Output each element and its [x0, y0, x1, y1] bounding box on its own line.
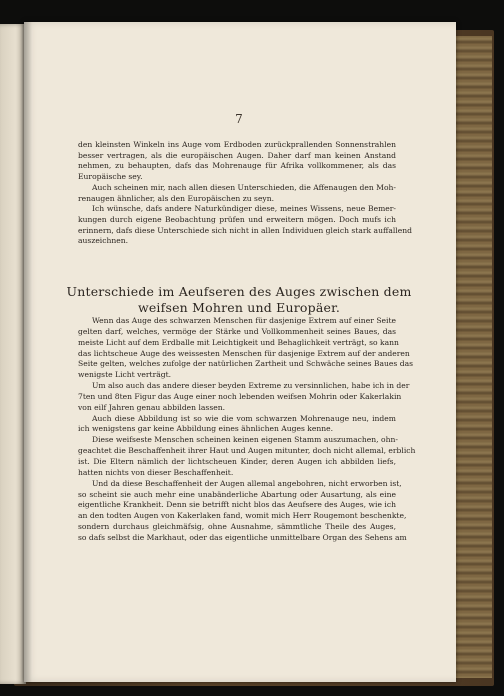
- text-line: ist. Die Eltern nämlich der lichtscheuen Kinder, deren Augen ich abbilden liefs,: [78, 456, 396, 466]
- text-line: gelten darf, welches, vermöge der Stärke und Vollkommenheit seines Baues, das: [78, 326, 396, 336]
- text-line: auszeichnen.: [78, 236, 129, 246]
- section-heading-line-1: Unterschiede im Aeufseren des Auges zwischen dem: [66, 284, 412, 299]
- text-line: hatten nichts von dieser Beschaffenheit.: [78, 467, 234, 477]
- text-line: ich wenigstens gar keine Abbildung eines ähnlichen Auges kenne.: [78, 424, 334, 434]
- paragraph: [78, 316, 414, 381]
- text-line: Auch diese Abbildung ist so wie die vom schwarzen Mohrenauge neu, indem: [92, 413, 396, 423]
- text-line: an den todten Augen von Kakerlaken fand, womit mich Herr Rougemont beschenkte,: [78, 511, 407, 521]
- text-line: eigentliche Krankheit. Denn sie betrifft nicht blos das Aeufsere des Auges, wie ich: [78, 500, 396, 510]
- text-line: den kleinsten Winkeln ins Auge vom Erdboden zurückprallenden Sonnenstrahlen: [78, 140, 396, 149]
- paragraph: [78, 204, 412, 247]
- section-heading: [64, 284, 414, 316]
- paragraph: [78, 140, 396, 183]
- body-text-block: [78, 316, 416, 544]
- text-line: kungen durch eigene Beobachtung prüfen und erweitern mögen. Doch mufs ich: [78, 214, 396, 224]
- intro-text-block: [78, 140, 412, 247]
- paragraph: [78, 435, 416, 478]
- text-line: meiste Licht auf dem Erdballe mit Leichtigkeit und Behaglichkeit verträgt, so kann: [78, 337, 399, 347]
- text-line: Europäische sey.: [78, 172, 143, 182]
- page-number: 7: [235, 112, 243, 126]
- paragraph: [78, 381, 410, 414]
- page-gutter-shadow: [24, 22, 32, 682]
- text-line: so scheint sie auch mehr eine unabänderliche Abartung oder Ausartung, als eine: [78, 489, 396, 499]
- text-line: besser vertragen, als die europäischen Augen. Daher darf man keinen Anstand: [78, 150, 396, 160]
- text-line: das lichtscheue Auge des weissesten Menschen für dasjenige Extrem auf der anderen: [78, 348, 410, 358]
- text-line: Wenn das Auge des schwarzen Menschen für dasjenige Extrem auf einer Seite: [92, 316, 396, 325]
- text-line: von eilf Jahren genau abbilden lassen.: [78, 402, 226, 412]
- text-line: Ich wünsche, dafs andere Naturkündiger diese, meines Wissens, neue Bemer-: [92, 204, 396, 214]
- text-line: sondern durchaus gleichmäfsig, ohne Ausnahme, sämmtliche Theile des Auges,: [78, 522, 396, 532]
- paragraph: [78, 478, 407, 544]
- text-line: Um also auch das andere dieser beyden Extreme zu versinnlichen, habe ich in der: [92, 381, 410, 391]
- text-line: Diese weifseste Menschen scheinen keinen eigenen Stamm auszumachen, ohn-: [92, 435, 398, 445]
- text-line: geachtet die Beschaffenheit ihrer Haut und Augen mitunter, doch nicht allemal, erblich: [78, 446, 416, 456]
- text-line: 7ten und 8ten Figur das Auge einer noch lebenden weifsen Mohrin oder Kakerlakin: [78, 391, 402, 401]
- paragraph: [78, 183, 396, 204]
- facing-page-edge: [0, 24, 26, 684]
- book-page: [24, 22, 456, 682]
- text-line: erinnern, dafs diese Unterschiede sich nicht in allen Individuen gleich stark auffallend: [78, 225, 412, 235]
- section-heading-line-2: weifsen Mohren und Europäer.: [137, 300, 341, 315]
- text-line: wenigste Licht verträgt.: [78, 370, 172, 380]
- text-line: Auch scheinen mir, nach allen diesen Unterschieden, die Affenaugen den Moh-: [92, 182, 396, 192]
- text-line: nehmen, zu behaupten, dafs das Mohrenauge für Afrika vollkommener, als das: [78, 161, 396, 171]
- text-line: so dafs selbst die Markhaut, oder das eigentliche unmittelbare Organ des Sehens am: [78, 532, 407, 542]
- text-line: Und da diese Beschaffenheit der Augen allemal angebohren, nicht erworben ist,: [92, 478, 402, 488]
- paragraph: [78, 414, 396, 436]
- text-line: renaugen ähnlicher, als den Europäischen zu seyn.: [78, 193, 275, 203]
- text-line: Seite gelten, welches zufolge der natürlichen Zartheit und Schwäche seines Baues das: [78, 359, 414, 369]
